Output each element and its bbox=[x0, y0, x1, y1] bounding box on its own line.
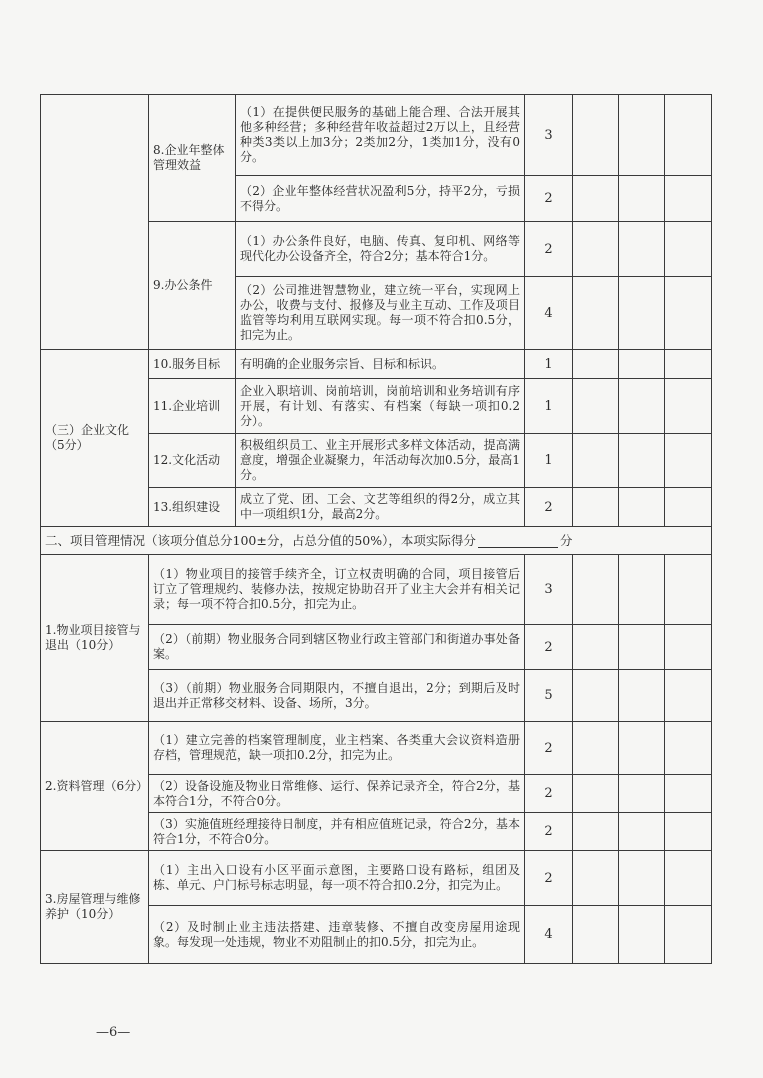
criteria-cell: （1）物业项目的接管手续齐全，订立权责明确的合同，项目接管后订立了管理规约、装修办法，按规定协助召开了业主大会并有相关记录；每一项不符合扣0.5分，扣完为止。 bbox=[149, 555, 525, 625]
blank-cell bbox=[619, 722, 665, 775]
criteria-cell: （2）（前期）物业服务合同到辖区物业行政主管部门和街道办事处备案。 bbox=[149, 625, 525, 670]
blank-cell bbox=[573, 625, 619, 670]
section-header bbox=[41, 527, 712, 555]
section-title: 二、项目管理情况（该项分值总分100±分，占总分值的50%），本项实际得分 bbox=[45, 533, 476, 548]
table-row bbox=[41, 722, 712, 775]
blank-cell bbox=[619, 555, 665, 625]
criteria-cell: （1）主出入口设有小区平面示意图，主要路口设有路标，组团及栋、单元、户门标号标志明显，每一项不符合扣0.2分，扣完为止。 bbox=[149, 851, 525, 906]
score-cell: 2 bbox=[525, 176, 573, 222]
score-cell: 2 bbox=[525, 851, 573, 906]
criteria-cell: 积极组织员工、业主开展形式多样文体活动，提高满意度，增强企业凝聚力，年活动每次加0.5分，最高1分。 bbox=[236, 434, 525, 488]
criteria-cell: （1）建立完善的档案管理制度，业主档案、各类重大会议资料造册存档，管理规范，缺一项扣0.2分，扣完为止。 bbox=[149, 722, 525, 775]
blank-cell bbox=[573, 722, 619, 775]
criteria-cell: （2）企业年整体经营状况盈利5分，持平2分，亏损不得分。 bbox=[236, 176, 525, 222]
blank-cell bbox=[665, 95, 712, 176]
blank-cell bbox=[619, 434, 665, 488]
blank-cell bbox=[665, 434, 712, 488]
blank-cell bbox=[573, 670, 619, 722]
blank-cell bbox=[573, 176, 619, 222]
blank-cell bbox=[665, 851, 712, 906]
blank-cell bbox=[573, 350, 619, 379]
score-cell: 2 bbox=[525, 625, 573, 670]
blank-cell bbox=[619, 670, 665, 722]
criteria-cell: 成立了党、团、工会、文艺等组织的得2分，成立其中一项组织1分，最高2分。 bbox=[236, 488, 525, 527]
blank-cell bbox=[619, 906, 665, 964]
blank-cell bbox=[573, 851, 619, 906]
criteria-cell: （3）（前期）物业服务合同期限内，不擅自退出，2分；到期后及时退出并正常移交材料、设备、场所，3分。 bbox=[149, 670, 525, 722]
blank-cell bbox=[619, 488, 665, 527]
score-cell: 1 bbox=[525, 379, 573, 434]
blank-cell bbox=[573, 906, 619, 964]
criteria-cell: （1）办公条件良好，电脑、传真、复印机、网络等现代化办公设备齐全，符合2分；基本符合1分。 bbox=[236, 222, 525, 277]
table-row bbox=[41, 851, 712, 906]
blank-cell bbox=[665, 906, 712, 964]
subcategory-cell: 11.企业培训 bbox=[149, 379, 236, 434]
blank-cell bbox=[573, 813, 619, 851]
blank-cell bbox=[573, 95, 619, 176]
blank-cell bbox=[619, 851, 665, 906]
category-cell: 3.房屋管理与维修养护（10分） bbox=[41, 851, 149, 964]
category-cell: 2.资料管理（6分） bbox=[41, 722, 149, 851]
score-cell: 1 bbox=[525, 350, 573, 379]
score-cell: 3 bbox=[525, 95, 573, 176]
blank-cell bbox=[573, 775, 619, 813]
score-cell: 2 bbox=[525, 722, 573, 775]
score-blank-line bbox=[478, 535, 558, 548]
blank-cell bbox=[665, 350, 712, 379]
blank-cell bbox=[619, 625, 665, 670]
page-number: —6— bbox=[96, 1025, 131, 1040]
blank-cell bbox=[665, 222, 712, 277]
score-cell: 3 bbox=[525, 555, 573, 625]
table-row bbox=[41, 555, 712, 625]
section-unit: 分 bbox=[559, 533, 573, 548]
blank-cell bbox=[665, 555, 712, 625]
blank-cell bbox=[665, 670, 712, 722]
score-cell: 1 bbox=[525, 434, 573, 488]
blank-cell bbox=[665, 379, 712, 434]
blank-cell bbox=[665, 176, 712, 222]
table-row bbox=[41, 95, 712, 176]
subcategory-cell: 10.服务目标 bbox=[149, 350, 236, 379]
score-cell: 4 bbox=[525, 277, 573, 350]
blank-cell bbox=[573, 379, 619, 434]
score-cell: 2 bbox=[525, 222, 573, 277]
criteria-cell: 有明确的企业服务宗旨、目标和标识。 bbox=[236, 350, 525, 379]
blank-cell bbox=[665, 813, 712, 851]
category-cell bbox=[41, 95, 149, 350]
blank-cell bbox=[619, 176, 665, 222]
criteria-cell: （3）实施值班经理接待日制度，并有相应值班记录，符合2分，基本符合1分，不符合0分。 bbox=[149, 813, 525, 851]
table-row bbox=[41, 527, 712, 555]
table-row bbox=[41, 350, 712, 379]
blank-cell bbox=[665, 775, 712, 813]
criteria-cell: （2）及时制止业主违法搭建、违章装修、不擅自改变房屋用途现象。每发现一处违规，物业不劝阻制止的扣0.5分，扣完为止。 bbox=[149, 906, 525, 964]
criteria-cell: （1）在提供便民服务的基础上能合理、合法开展其他多种经营；多种经营年收益超过2万以上，且经营种类3类以上加3分；2类加2分，1类加1分，没有0分。 bbox=[236, 95, 525, 176]
blank-cell bbox=[665, 488, 712, 527]
evaluation-table bbox=[40, 94, 712, 964]
score-cell: 2 bbox=[525, 488, 573, 527]
blank-cell bbox=[619, 277, 665, 350]
criteria-cell: （2）设备设施及物业日常维修、运行、保养记录齐全，符合2分，基本符合1分，不符合0分。 bbox=[149, 775, 525, 813]
blank-cell bbox=[665, 277, 712, 350]
blank-cell bbox=[619, 813, 665, 851]
subcategory-cell: 9.办公条件 bbox=[149, 222, 236, 350]
blank-cell bbox=[619, 379, 665, 434]
blank-cell bbox=[619, 95, 665, 176]
category-cell: 1.物业项目接管与退出（10分） bbox=[41, 555, 149, 722]
score-cell: 5 bbox=[525, 670, 573, 722]
score-cell: 2 bbox=[525, 775, 573, 813]
criteria-cell: （2）公司推进智慧物业，建立统一平台，实现网上办公，收费与支付、报修及与业主互动、工作及项目监管等均利用互联网实现。每一项不符合扣0.5分，扣完为止。 bbox=[236, 277, 525, 350]
blank-cell bbox=[573, 488, 619, 527]
blank-cell bbox=[573, 277, 619, 350]
blank-cell bbox=[619, 222, 665, 277]
blank-cell bbox=[573, 434, 619, 488]
criteria-cell: 企业入职培训、岗前培训，岗前培训和业务培训有序开展，有计划、有落实、有档案（每缺一项扣0.2分）。 bbox=[236, 379, 525, 434]
subcategory-cell: 8.企业年整体管理效益 bbox=[149, 95, 236, 222]
blank-cell bbox=[619, 350, 665, 379]
blank-cell bbox=[573, 222, 619, 277]
subcategory-cell: 13.组织建设 bbox=[149, 488, 236, 527]
score-cell: 4 bbox=[525, 906, 573, 964]
blank-cell bbox=[665, 625, 712, 670]
blank-cell bbox=[665, 722, 712, 775]
blank-cell bbox=[573, 555, 619, 625]
subcategory-cell: 12.文化活动 bbox=[149, 434, 236, 488]
score-cell: 2 bbox=[525, 813, 573, 851]
category-cell: （三）企业文化（5分） bbox=[41, 350, 149, 527]
blank-cell bbox=[619, 775, 665, 813]
